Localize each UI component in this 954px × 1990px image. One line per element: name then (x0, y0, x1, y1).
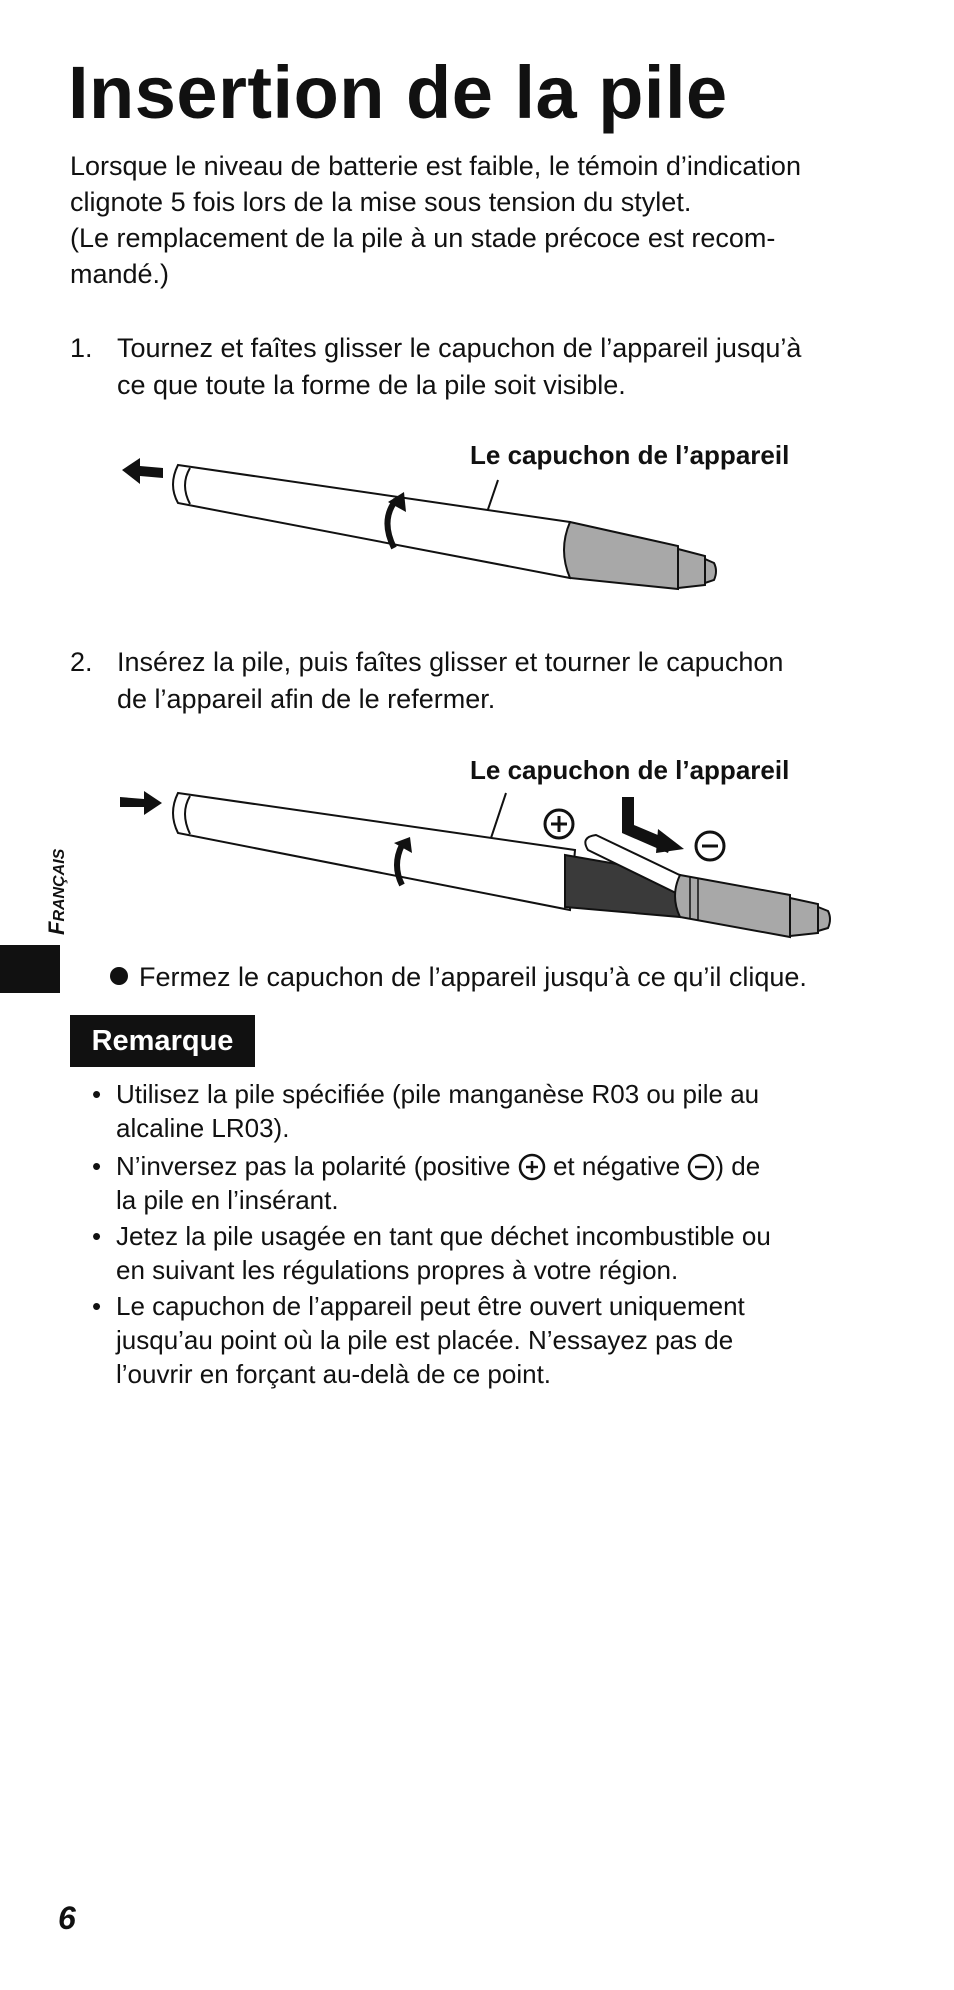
note-item (92, 1077, 872, 1145)
bullet: • (92, 1079, 102, 1109)
intro-line: Lorsque le niveau de batterie est faible, le témoin d’indication (70, 151, 801, 181)
note-text: ) de (715, 1151, 761, 1181)
remarque-heading: Remarque (70, 1015, 255, 1067)
note-line: Le capuchon de l’appareil peut être ouvert uniquement (116, 1291, 745, 1321)
note-line: la pile en l’insérant. (116, 1185, 339, 1215)
note-line: jusqu’au point où la pile est placée. N’essayez pas de (116, 1325, 734, 1355)
note-line (116, 1149, 872, 1183)
arrow-icon (122, 458, 163, 484)
step-text (117, 644, 917, 718)
intro-line: (Le remplacement de la pile à un stade précoce est recom- (70, 223, 776, 253)
bullet: • (92, 1291, 102, 1321)
step-number: 1. (70, 333, 93, 363)
figure-step-2 (110, 755, 870, 945)
intro-line: clignote 5 fois lors de la mise sous tension du stylet. (70, 187, 692, 217)
close-cap-note (110, 962, 807, 993)
plus-circle-icon (518, 1153, 546, 1181)
note-item (92, 1219, 872, 1287)
bullet: • (92, 1151, 102, 1181)
figure-label: Le capuchon de l’appareil (470, 755, 790, 785)
step-number: 2. (70, 647, 93, 677)
note-text: et négative (545, 1151, 688, 1181)
intro-paragraph (70, 148, 870, 292)
step-line: de l’appareil afin de le refermer. (117, 684, 496, 714)
arrow-icon (622, 797, 684, 853)
note-item (92, 1289, 872, 1391)
bullet: • (92, 1221, 102, 1251)
note-line: Utilisez la pile spécifiée (pile manganèse R03 ou pile au (116, 1079, 760, 1109)
step-line: Insérez la pile, puis faîtes glisser et tourner le capuchon (117, 647, 784, 677)
language-label-rest: RANÇAIS (51, 848, 68, 922)
close-cap-text: Fermez le capuchon de l’appareil jusqu’à ce qu’il clique. (139, 962, 807, 992)
note-line: alcaline LR03). (116, 1113, 290, 1143)
step-text (117, 330, 917, 404)
note-item (92, 1149, 872, 1217)
step-line: ce que toute la forme de la pile soit visible. (117, 370, 626, 400)
language-label (44, 849, 70, 935)
page-number: 6 (58, 1900, 76, 1936)
figure-step-1 (110, 440, 870, 600)
language-tab (0, 945, 60, 993)
note-line: en suivant les régulations propres à votre région. (116, 1255, 679, 1285)
figure-label: Le capuchon de l’appareil (470, 440, 790, 470)
bullet-dot-icon (110, 967, 128, 985)
language-label-initial: F (44, 921, 69, 935)
page-title: Insertion de la pile (68, 51, 728, 134)
intro-line: mandé.) (70, 259, 170, 289)
arrow-icon (120, 791, 162, 815)
plus-circle-icon (545, 810, 573, 838)
note-line: l’ouvrir en forçant au-delà de ce point. (116, 1359, 552, 1389)
remarque-notes (92, 1077, 872, 1391)
minus-circle-icon (696, 832, 724, 860)
minus-circle-icon (687, 1153, 715, 1181)
step-line: Tournez et faîtes glisser le capuchon de l’appareil jusqu’à (117, 333, 802, 363)
note-line: Jetez la pile usagée en tant que déchet incombustible ou (116, 1221, 771, 1251)
note-text: N’inversez pas la polarité (positive (116, 1151, 518, 1181)
